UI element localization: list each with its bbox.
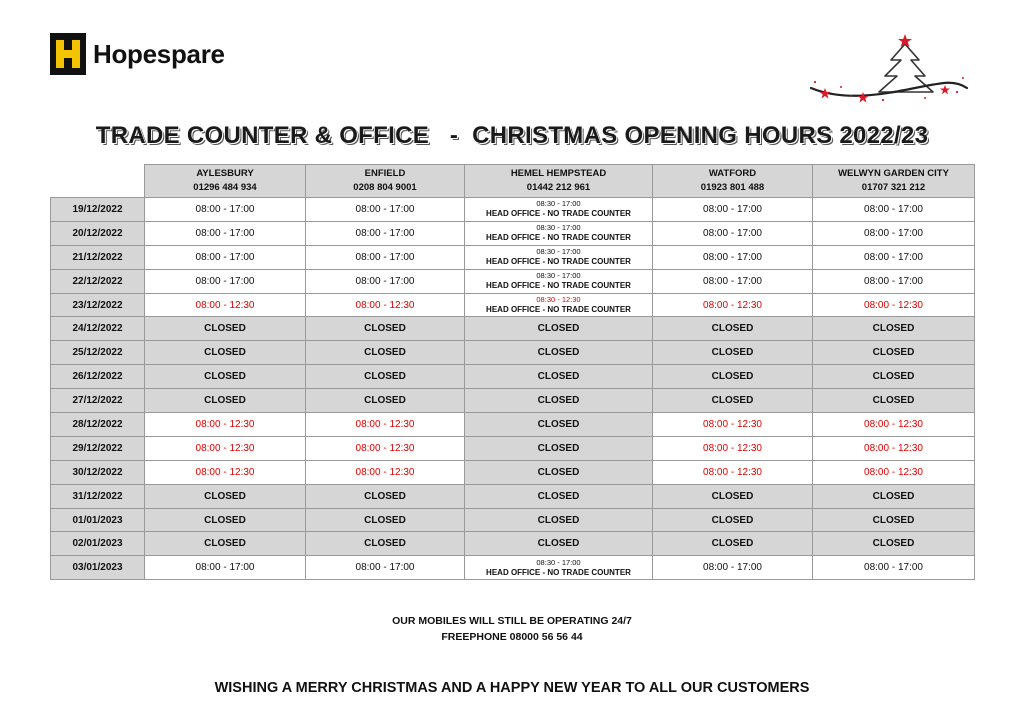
- table-row: [51, 484, 975, 508]
- hours-cell: 08:00 - 12:30: [306, 460, 465, 484]
- closed-cell: CLOSED: [465, 484, 653, 508]
- closed-cell: CLOSED: [653, 389, 813, 413]
- date-cell: 29/12/2022: [51, 436, 145, 460]
- closed-cell: CLOSED: [306, 508, 465, 532]
- closed-cell: CLOSED: [813, 317, 975, 341]
- freephone-text: FREEPHONE 08000 56 56 44: [441, 631, 583, 643]
- head-office-note: HEAD OFFICE - NO TRADE COUNTER: [486, 233, 631, 243]
- closed-cell: CLOSED: [813, 389, 975, 413]
- closed-cell: CLOSED: [306, 484, 465, 508]
- hours-cell: 08:00 - 17:00: [145, 556, 306, 580]
- closed-cell: CLOSED: [145, 484, 306, 508]
- table-row: [51, 413, 975, 437]
- date-cell: 03/01/2023: [51, 556, 145, 580]
- closed-cell: CLOSED: [465, 460, 653, 484]
- hours-cell: 08:00 - 12:30: [813, 293, 975, 317]
- table-row: [51, 245, 975, 269]
- branch-name: HEMEL HEMPSTEAD: [510, 168, 607, 179]
- hours-cell: 08:00 - 17:00: [306, 221, 465, 245]
- branch-name: AYLESBURY: [196, 168, 254, 179]
- date-cell: 02/01/2023: [51, 532, 145, 556]
- closed-cell: CLOSED: [465, 436, 653, 460]
- closed-cell: CLOSED: [465, 365, 653, 389]
- mobiles-text: OUR MOBILES WILL STILL BE OPERATING 24/7: [392, 615, 632, 627]
- date-cell: 27/12/2022: [51, 389, 145, 413]
- date-cell: 23/12/2022: [51, 293, 145, 317]
- hours-cell: 08:00 - 17:00: [306, 198, 465, 222]
- hours-cell: 08:00 - 17:00: [145, 269, 306, 293]
- closed-cell: CLOSED: [465, 413, 653, 437]
- hours-cell: 08:00 - 17:00: [306, 269, 465, 293]
- table-body: [51, 198, 975, 580]
- table-row: [51, 293, 975, 317]
- hemel-hours-cell: [465, 245, 653, 269]
- table-header-corner: [51, 165, 145, 198]
- hours-text: 08:30 - 17:00: [536, 271, 581, 281]
- hours-cell: 08:00 - 17:00: [145, 198, 306, 222]
- hours-cell: 08:00 - 12:30: [653, 460, 813, 484]
- hours-cell: 08:00 - 17:00: [306, 556, 465, 580]
- hours-cell: 08:00 - 12:30: [653, 436, 813, 460]
- hours-text: 08:30 - 17:00: [536, 557, 581, 567]
- date-cell: 01/01/2023: [51, 508, 145, 532]
- table-row: [51, 221, 975, 245]
- date-cell: 31/12/2022: [51, 484, 145, 508]
- branch-phone: 0208 804 9001: [353, 182, 417, 193]
- closed-cell: CLOSED: [465, 317, 653, 341]
- closed-cell: CLOSED: [465, 508, 653, 532]
- closed-cell: CLOSED: [653, 317, 813, 341]
- table-header-row: [51, 165, 975, 198]
- hopespare-logo: [50, 33, 225, 75]
- hours-cell: 08:00 - 17:00: [653, 556, 813, 580]
- closed-cell: CLOSED: [653, 484, 813, 508]
- closed-cell: CLOSED: [306, 389, 465, 413]
- hours-cell: 08:00 - 12:30: [813, 460, 975, 484]
- date-cell: 26/12/2022: [51, 365, 145, 389]
- date-cell: 20/12/2022: [51, 221, 145, 245]
- branch-phone: 01442 212 961: [526, 182, 591, 193]
- closed-cell: CLOSED: [145, 317, 306, 341]
- hours-cell: 08:00 - 17:00: [813, 556, 975, 580]
- hours-cell: 08:00 - 17:00: [653, 198, 813, 222]
- closed-cell: CLOSED: [465, 341, 653, 365]
- date-cell: 25/12/2022: [51, 341, 145, 365]
- date-cell: 28/12/2022: [51, 413, 145, 437]
- branch-phone: 01707 321 212: [861, 182, 926, 193]
- hours-text: 08:30 - 17:00: [536, 223, 581, 233]
- table-row: [51, 532, 975, 556]
- closed-cell: CLOSED: [465, 389, 653, 413]
- closed-cell: CLOSED: [306, 532, 465, 556]
- hours-cell: 08:00 - 12:30: [145, 413, 306, 437]
- column-header-aylesbury: [145, 165, 306, 198]
- closed-cell: CLOSED: [306, 365, 465, 389]
- branch-phone: 01923 801 488: [700, 182, 765, 193]
- date-cell: 24/12/2022: [51, 317, 145, 341]
- table-row: [51, 389, 975, 413]
- closed-cell: CLOSED: [653, 532, 813, 556]
- closed-cell: CLOSED: [813, 508, 975, 532]
- hemel-hours-cell: [465, 198, 653, 222]
- head-office-note: HEAD OFFICE - NO TRADE COUNTER: [486, 257, 631, 267]
- date-cell: 21/12/2022: [51, 245, 145, 269]
- table-row: [51, 556, 975, 580]
- closed-cell: CLOSED: [813, 365, 975, 389]
- hours-cell: 08:00 - 17:00: [813, 269, 975, 293]
- hours-cell: 08:00 - 12:30: [306, 436, 465, 460]
- head-office-note: HEAD OFFICE - NO TRADE COUNTER: [486, 305, 631, 314]
- table-row: [51, 460, 975, 484]
- head-office-note: HEAD OFFICE - NO TRADE COUNTER: [486, 209, 631, 219]
- closed-cell: CLOSED: [145, 341, 306, 365]
- hours-cell: 08:00 - 17:00: [813, 198, 975, 222]
- table-row: [51, 317, 975, 341]
- hours-cell: 08:00 - 17:00: [653, 221, 813, 245]
- mobile-notice: [0, 613, 1024, 645]
- head-office-note: HEAD OFFICE - NO TRADE COUNTER: [486, 281, 631, 291]
- closed-cell: CLOSED: [306, 317, 465, 341]
- page-title: TRADE COUNTER & OFFICE - CHRISTMAS OPENING HOURS 2022/23: [95, 122, 929, 149]
- hemel-hours-cell: [465, 269, 653, 293]
- branch-name: WELWYN GARDEN CITY: [838, 168, 949, 179]
- hours-cell: 08:00 - 12:30: [306, 413, 465, 437]
- closed-cell: CLOSED: [465, 532, 653, 556]
- closed-cell: CLOSED: [813, 341, 975, 365]
- closed-cell: CLOSED: [653, 341, 813, 365]
- hopespare-h-icon: [50, 33, 86, 75]
- table-row: [51, 436, 975, 460]
- closed-cell: CLOSED: [813, 484, 975, 508]
- hemel-hours-cell: [465, 293, 653, 317]
- hours-cell: 08:00 - 17:00: [306, 245, 465, 269]
- closed-cell: CLOSED: [145, 365, 306, 389]
- hours-cell: 08:00 - 12:30: [306, 293, 465, 317]
- hours-cell: 08:00 - 17:00: [813, 221, 975, 245]
- hemel-hours-cell: [465, 221, 653, 245]
- closed-cell: CLOSED: [813, 532, 975, 556]
- column-header-hemel-hempstead: [465, 165, 653, 198]
- table-row: [51, 198, 975, 222]
- table-row: [51, 508, 975, 532]
- hemel-hours-cell: [465, 556, 653, 580]
- brand-name: Hopespare: [93, 38, 225, 69]
- date-cell: 19/12/2022: [51, 198, 145, 222]
- hours-cell: 08:00 - 12:30: [653, 293, 813, 317]
- hours-text: 08:30 - 17:00: [536, 199, 581, 209]
- column-header-welwyn-garden-city: [813, 165, 975, 198]
- closed-cell: CLOSED: [145, 532, 306, 556]
- date-cell: 22/12/2022: [51, 269, 145, 293]
- hours-cell: 08:00 - 12:30: [653, 413, 813, 437]
- closed-cell: CLOSED: [145, 389, 306, 413]
- hours-cell: 08:00 - 12:30: [145, 460, 306, 484]
- branch-phone: 01296 484 934: [193, 182, 257, 193]
- closed-cell: CLOSED: [653, 365, 813, 389]
- branch-name: ENFIELD: [364, 168, 406, 179]
- hours-cell: 08:00 - 12:30: [813, 413, 975, 437]
- closed-cell: CLOSED: [306, 341, 465, 365]
- column-header-enfield: [306, 165, 465, 198]
- hours-cell: 08:00 - 12:30: [813, 436, 975, 460]
- branch-name: WATFORD: [708, 168, 757, 179]
- table-row: [51, 341, 975, 365]
- hours-cell: 08:00 - 17:00: [145, 221, 306, 245]
- table-row: [51, 269, 975, 293]
- hours-cell: 08:00 - 17:00: [653, 269, 813, 293]
- hours-cell: 08:00 - 17:00: [145, 245, 306, 269]
- christmas-tree-icon: [805, 30, 970, 105]
- closed-cell: CLOSED: [145, 508, 306, 532]
- head-office-note: HEAD OFFICE - NO TRADE COUNTER: [486, 567, 631, 577]
- hours-cell: 08:00 - 17:00: [813, 245, 975, 269]
- closed-cell: CLOSED: [653, 508, 813, 532]
- column-header-watford: [653, 165, 813, 198]
- hours-cell: 08:00 - 17:00: [653, 245, 813, 269]
- hours-text: 08:30 - 12:30: [536, 295, 581, 304]
- hours-cell: 08:00 - 12:30: [145, 293, 306, 317]
- christmas-greeting: WISHING A MERRY CHRISTMAS AND A HAPPY NEW YEAR TO ALL OUR CUSTOMERS: [214, 680, 810, 696]
- opening-hours-table: [50, 164, 975, 580]
- hours-text: 08:30 - 17:00: [536, 247, 581, 257]
- table-row: [51, 365, 975, 389]
- date-cell: 30/12/2022: [51, 460, 145, 484]
- hours-cell: 08:00 - 12:30: [145, 436, 306, 460]
